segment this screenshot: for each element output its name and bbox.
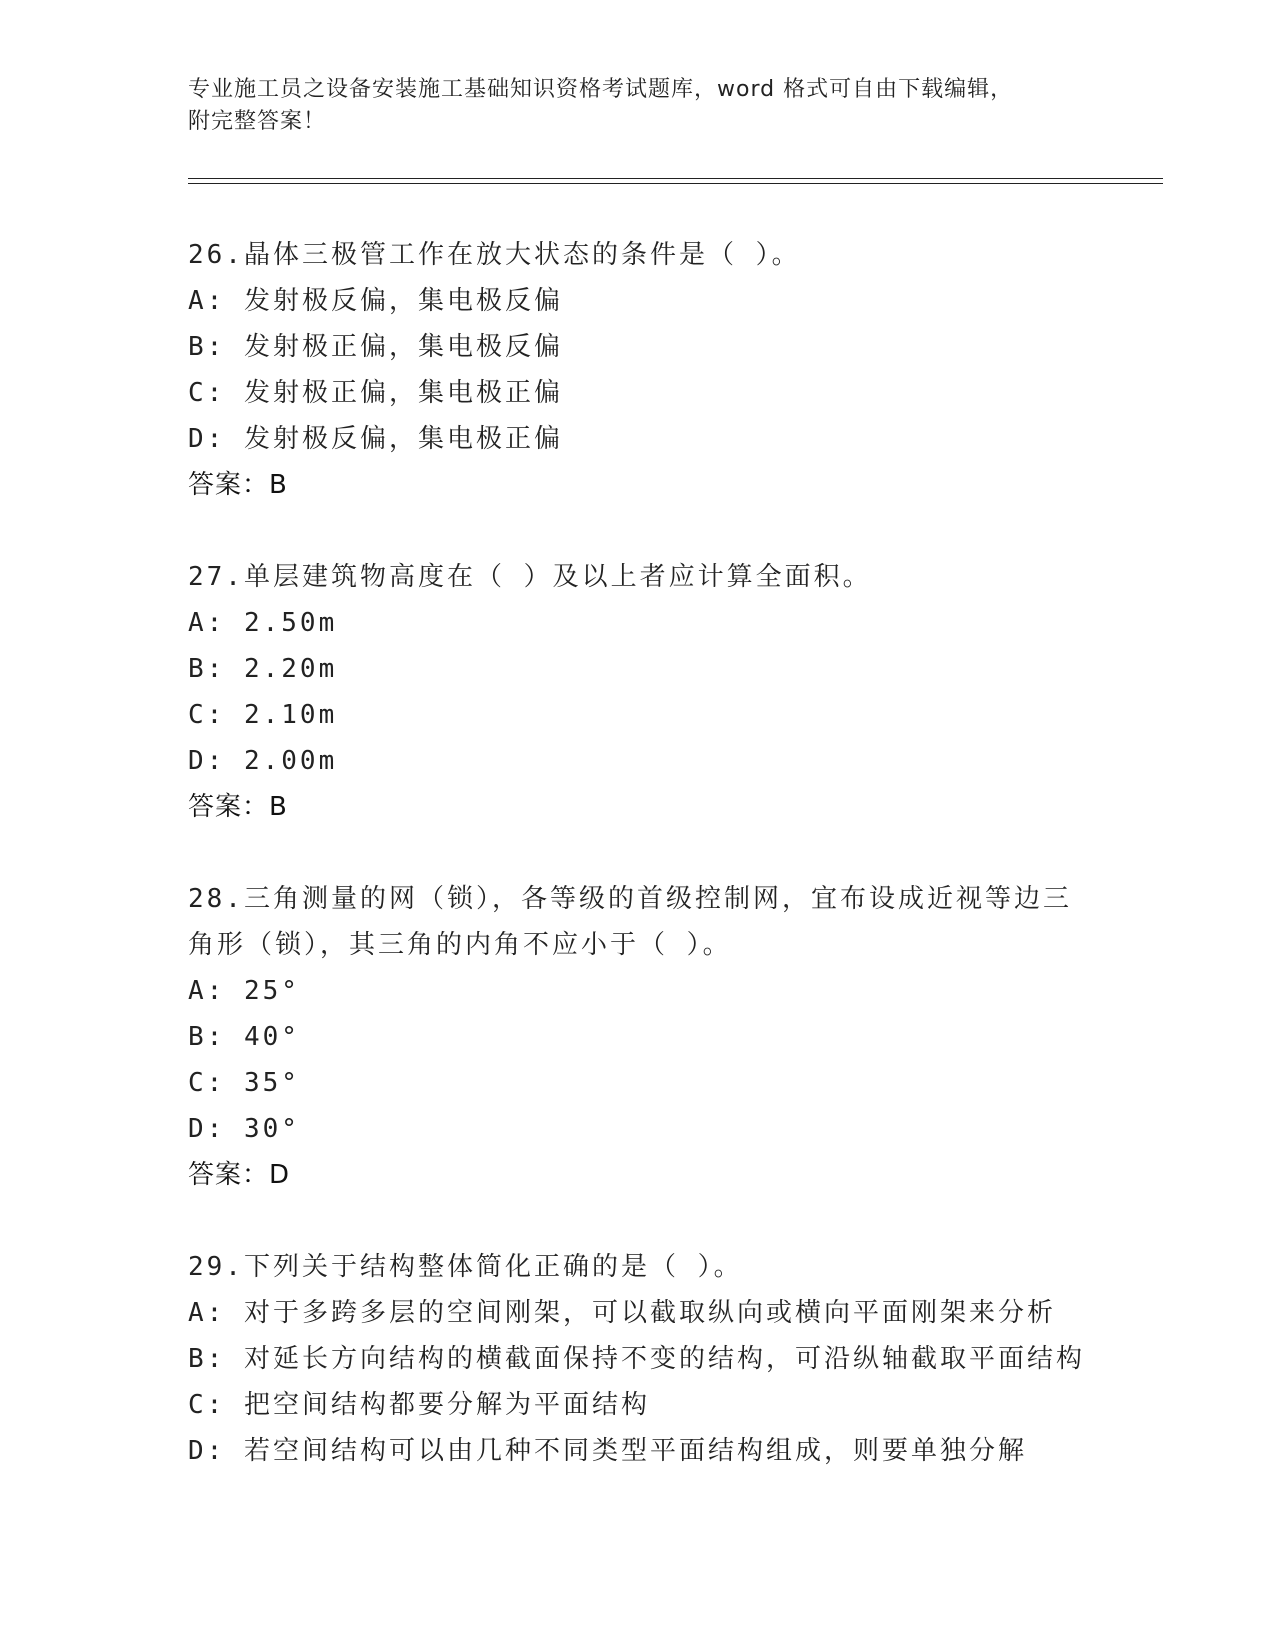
option-c: C: 35° (188, 1068, 300, 1098)
option-b: B: 2.20m (188, 654, 338, 684)
header-divider-top (188, 178, 1163, 179)
option-a: A: 25° (188, 976, 300, 1006)
option-d: D: 若空间结构可以由几种不同类型平面结构组成，则要单独分解 (188, 1436, 1027, 1466)
question-stem: 26.晶体三极管工作在放大状态的条件是（ ）。 (188, 240, 801, 270)
option-b: B: 40° (188, 1022, 300, 1052)
question-26 (188, 232, 1088, 508)
option-d: D: 发射极反偏，集电极正偏 (188, 424, 563, 454)
header-divider-bottom (188, 183, 1163, 184)
question-28 (188, 876, 1088, 1198)
question-stem-line-1: 28.三角测量的网（锁），各等级的首级控制网，宜布设成近视等边三 (188, 884, 1072, 914)
question-stem-line-2: 角形（锁），其三角的内角不应小于（ ）。 (188, 930, 732, 960)
answer-label: 答案：D (188, 1160, 291, 1190)
option-d: D: 30° (188, 1114, 300, 1144)
answer-label: 答案：B (188, 470, 288, 500)
option-a: A: 发射极反偏，集电极反偏 (188, 286, 563, 316)
answer-label: 答案：B (188, 792, 288, 822)
option-b: B: 对延长方向结构的横截面保持不变的结构，可沿纵轴截取平面结构 (188, 1344, 1085, 1374)
option-b: B: 发射极正偏，集电极反偏 (188, 332, 563, 362)
option-a: A: 对于多跨多层的空间刚架，可以截取纵向或横向平面刚架来分析 (188, 1298, 1056, 1328)
question-list (188, 232, 1088, 1520)
question-29 (188, 1244, 1088, 1474)
header-line-2: 附完整答案！ (188, 109, 327, 134)
option-a: A: 2.50m (188, 608, 338, 638)
question-27 (188, 554, 1088, 830)
question-stem: 29.下列关于结构整体简化正确的是（ ）。 (188, 1252, 743, 1282)
header-line-1: 专业施工员之设备安装施工基础知识资格考试题库，word 格式可自由下载编辑， (188, 77, 1014, 102)
document-header (188, 74, 1088, 138)
option-d: D: 2.00m (188, 746, 338, 776)
option-c: C: 发射极正偏，集电极正偏 (188, 378, 563, 408)
option-c: C: 2.10m (188, 700, 338, 730)
option-c: C: 把空间结构都要分解为平面结构 (188, 1390, 650, 1420)
question-stem: 27.单层建筑物高度在（ ）及以上者应计算全面积。 (188, 562, 872, 592)
